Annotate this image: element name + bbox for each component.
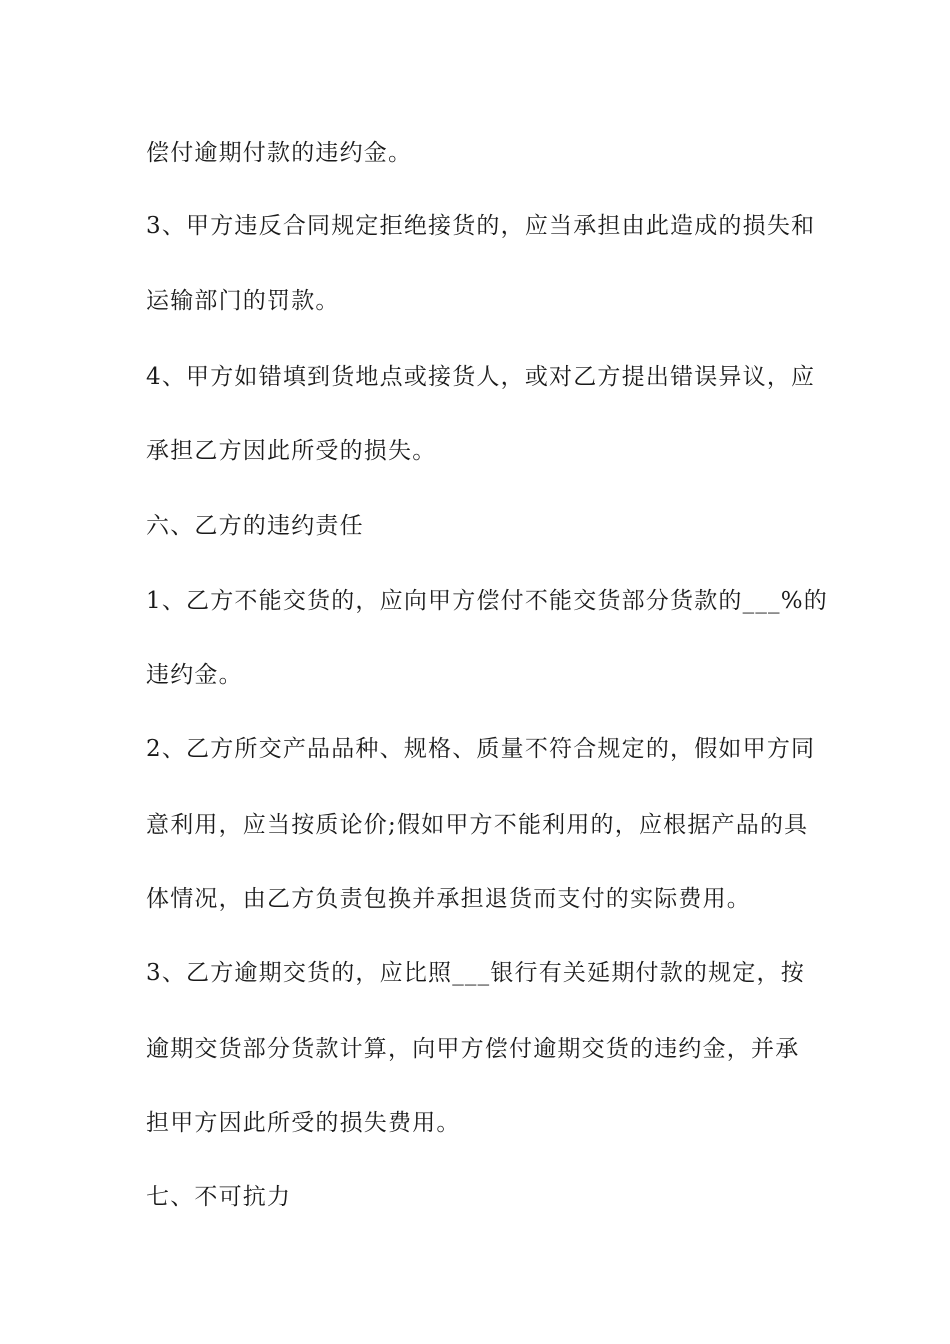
text-line: 3、乙方逾期交货的，应比照___银行有关延期付款的规定，按 bbox=[146, 960, 805, 986]
text-line: 1、乙方不能交货的，应向甲方偿付不能交货部分货款的___%的 bbox=[146, 588, 828, 614]
section-heading: 七、不可抗力 bbox=[146, 1184, 292, 1210]
text-line: 3、甲方违反合同规定拒绝接货的，应当承担由此造成的损失和 bbox=[146, 213, 816, 239]
text-line: 逾期交货部分货款计算，向甲方偿付逾期交货的违约金，并承 bbox=[146, 1036, 800, 1062]
text-line: 体情况，由乙方负责包换并承担退货而支付的实际费用。 bbox=[146, 886, 751, 912]
section-heading: 六、乙方的违约责任 bbox=[146, 513, 364, 539]
text-line: 意利用，应当按质论价;假如甲方不能利用的，应根据产品的具 bbox=[146, 812, 809, 838]
text-line: 运输部门的罚款。 bbox=[146, 288, 340, 314]
text-line: 4、甲方如错填到货地点或接货人，或对乙方提出错误异议，应 bbox=[146, 364, 816, 390]
text-line: 承担乙方因此所受的损失。 bbox=[146, 438, 437, 464]
text-line: 担甲方因此所受的损失费用。 bbox=[146, 1110, 461, 1136]
text-line: 违约金。 bbox=[146, 662, 243, 688]
text-line: 偿付逾期付款的违约金。 bbox=[146, 140, 413, 166]
text-line: 2、乙方所交产品品种、规格、质量不符合规定的，假如甲方同 bbox=[146, 736, 816, 762]
